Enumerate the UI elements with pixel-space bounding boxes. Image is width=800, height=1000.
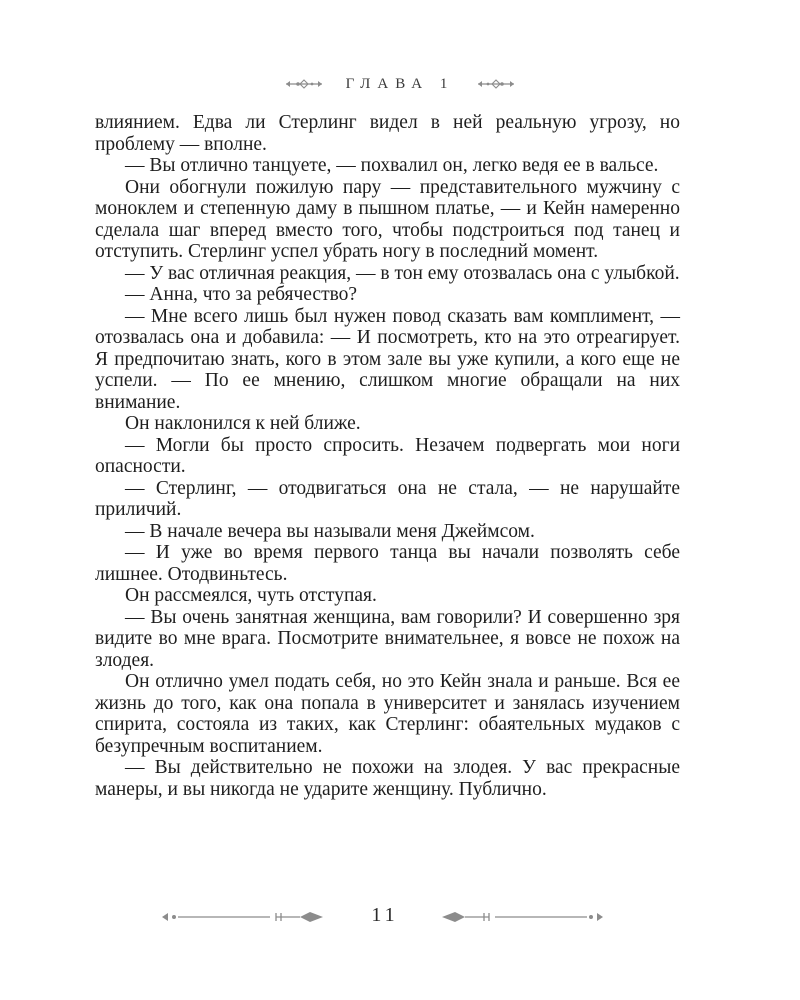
- paragraph: — Вы очень занятная женщина, вам говорили? И совершенно зря видите во мне врага. Посмотрите внимательнее, я вовсе не похож на злодея.: [95, 606, 680, 671]
- paragraph: — Могли бы просто спросить. Незачем подвергать мои ноги опасности.: [95, 434, 680, 477]
- paragraph: Они обогнули пожилую пару — представительного мужчину с моноклем и степенную даму в пышном платье, — и Кейн намеренно сделала шаг вперед вместо того, чтобы подстроиться под танец и отступить. Стерлинг успел убрать ногу в последний момент.: [95, 176, 680, 262]
- page-number: 11: [371, 904, 399, 926]
- paragraph: Он отлично умел подать себя, но это Кейн знала и раньше. Вся ее жизнь до того, как она попала в университет и занялась изучением спирита, состояла из таких, как Стерлинг: обаятельных мудаков с безупречным воспитанием.: [95, 671, 680, 757]
- paragraph: — У вас отличная реакция, — в тон ему отозвалась она с улыбкой.: [125, 262, 680, 284]
- flourish-ornament-right-icon: [476, 78, 516, 90]
- paragraph: влиянием. Едва ли Стерлинг видел в ней реальную угрозу, но проблему — вполне.: [95, 112, 680, 155]
- paragraph: — И уже во время первого танца вы начали позволять себе лишнее. Отодвиньтесь.: [95, 542, 680, 585]
- running-header: [0, 72, 800, 96]
- rule-ornament-left-icon: [160, 910, 325, 924]
- paragraph: Он наклонился к ней ближе.: [125, 413, 361, 434]
- paragraph: — Вы действительно не похожи на злодея. У вас прекрасные манеры, и вы никогда не ударите женщину. Публично.: [95, 757, 680, 800]
- paragraph: — Вы отлично танцуете, — похвалил он, легко ведя ее в вальсе.: [125, 155, 659, 176]
- chapter-title: ГЛАВА 1: [345, 75, 455, 92]
- flourish-ornament-left-icon: [284, 78, 324, 90]
- paragraph: — Мне всего лишь был нужен повод сказать вам комплимент, — отозвалась она и добавила: — И посмотреть, кто на это отреагирует. Я предпочитаю знать, кого в этом зале вы уже купили, а кого еще не успели. — По ее мнению, слишком многие обращали на них внимание.: [95, 305, 680, 413]
- body-text: [95, 112, 680, 800]
- rule-ornament-right-icon: [440, 910, 605, 924]
- paragraph: — Стерлинг, — отодвигаться она не стала, — не нарушайте приличий.: [95, 477, 680, 520]
- paragraph: Он рассмеялся, чуть отступая.: [125, 585, 377, 606]
- paragraph: — В начале вечера вы называли меня Джеймсом.: [125, 520, 535, 542]
- paragraph: — Анна, что за ребячество?: [125, 284, 358, 305]
- page-footer: [0, 902, 800, 932]
